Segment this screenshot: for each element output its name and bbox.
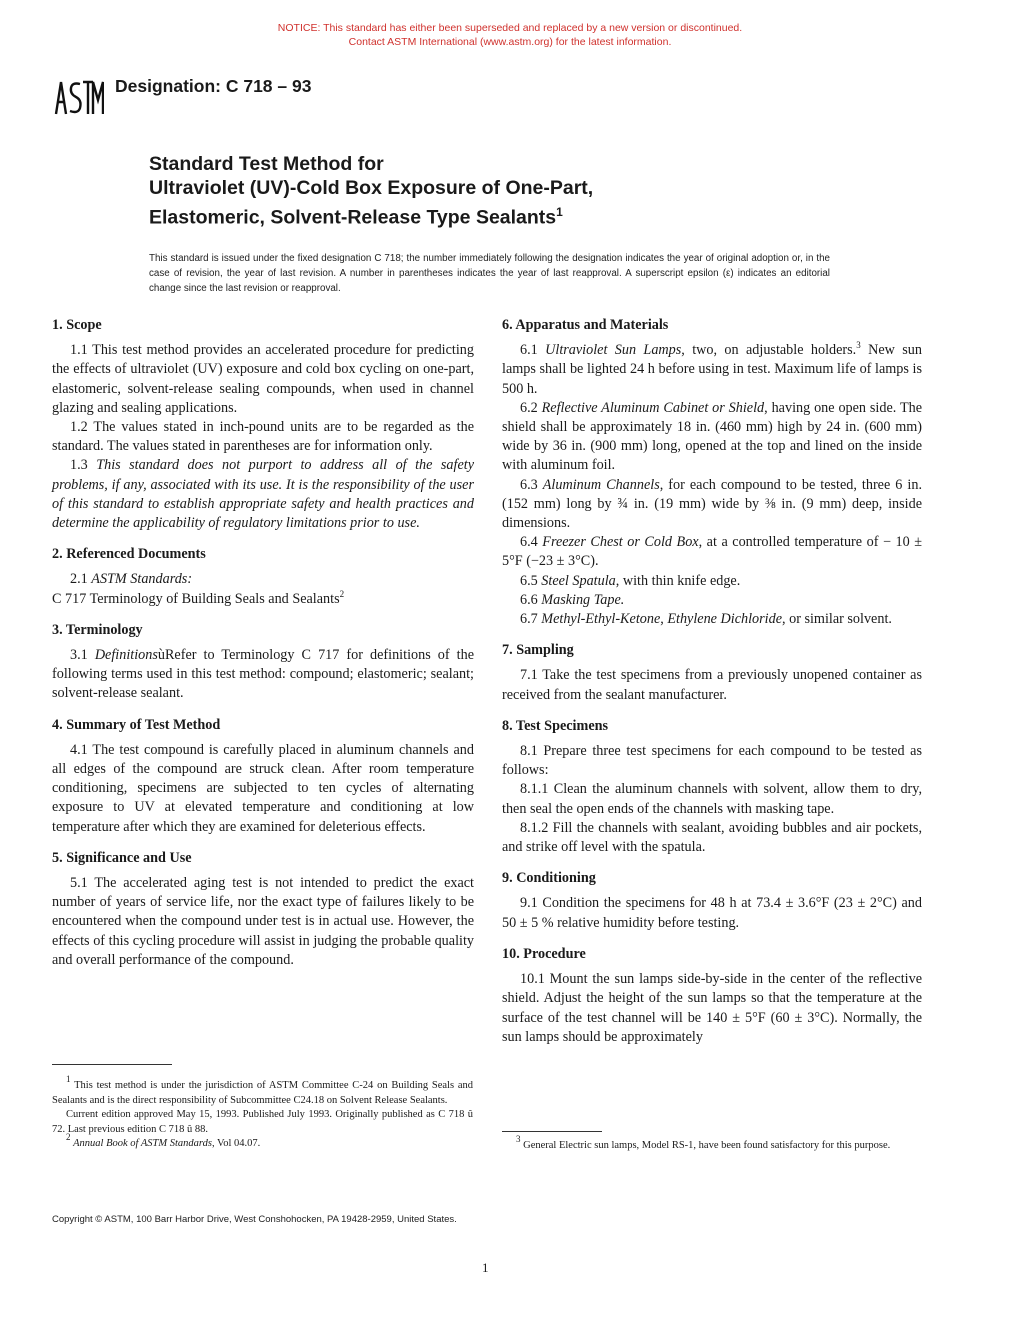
section-heading: 8. Test Specimens xyxy=(502,717,609,734)
page-number: 1 xyxy=(482,1260,489,1275)
paragraph: 8.1.1 Clean the aluminum channels with solvent, allow them to dry, then seal the open ends of the channels with masking tape. xyxy=(502,781,922,817)
issued-statement: This standard is issued under the fixed designation C 718; the number immediately following the designation indicates the year of original adoption or, in the case of revision, the year of last revision. A number in parentheses indicates the year of last reapproval. A superscript epsilon (ε) indicates an editorial change since the last revision or reapproval. xyxy=(149,253,830,294)
section-summary xyxy=(52,716,474,837)
astm-logo-icon xyxy=(52,76,104,118)
paragraph: 3.1 DefinitionsùRefer to Terminology C 717 for definitions of the following terms used in this test method: compound; elastomeric; sealant; solvent-release sealant. xyxy=(52,647,475,702)
section-heading: 7. Sampling xyxy=(502,642,574,659)
footnote-1: $^1$ This test method is under the jurisdiction of ASTM Committee C-24 on Building Seals and Sealants and is the direct responsibility of Subcommittee C24.18 on Solvent Release Sealants. xyxy=(52,1074,474,1106)
section-conditioning xyxy=(502,869,922,933)
title-line-1: Standard Test Method for xyxy=(149,153,384,175)
footnote-divider xyxy=(52,1064,172,1065)
paragraph: 10.1 Mount the sun lamps side-by-side in the center of the reflective shield. Adjust the height of the sun lamps so that the temperature at the surface of the test channel will be 140 ± 5°F (60 ± 3°C). Normally, the sun lamps should be approximately xyxy=(502,971,922,1045)
section-heading: 10. Procedure xyxy=(502,945,586,962)
notice-line-2: Contact ASTM International (www.astm.org) for the latest information. xyxy=(348,36,672,48)
section-significance xyxy=(52,849,474,970)
section-terminology xyxy=(52,621,474,704)
paragraph: 1.3 This standard does not purport to address all of the safety problems, if any, associated with its use. It is the responsibility of the user of this standard to establish appropriate safety and health practices and determine the applicability of regulatory limitations prior to use. xyxy=(52,457,474,532)
section-scope xyxy=(52,316,474,533)
paragraph: 1.1 This test method provides an accelerated procedure for predicting the effects of ultraviolet (UV) exposure and cold box cycling on one-part, elastomeric, solvent-release sealing compounds, when used in channel glazing and sealing applications. xyxy=(52,342,474,416)
document-title xyxy=(149,152,909,230)
section-heading: 4. Summary of Test Method xyxy=(52,716,221,733)
paragraph: 2.1 ASTM Standards: xyxy=(70,571,193,588)
paragraph: 6.7 Methyl-Ethyl-Ketone, Ethylene Dichloride, or similar solvent. xyxy=(520,611,892,628)
section-procedure xyxy=(502,945,922,1047)
footnote-divider xyxy=(502,1131,602,1132)
section-heading: 9. Conditioning xyxy=(502,870,596,887)
footnotes-right xyxy=(502,1134,922,1154)
copyright-line: Copyright © ASTM, 100 Barr Harbor Drive, West Conshohocken, PA 19428-2959, United States. xyxy=(52,1214,457,1225)
paragraph: 6.3 Aluminum Channels, for each compound to be tested, three 6 in. (152 mm) long by ¾ in. (19 mm) wide by ⅜ in. (9 mm) deep, inside dimensions. xyxy=(502,476,923,532)
paragraph: 5.1 The accelerated aging test is not intended to predict the exact number of years of service life, nor the exact type of failures likely to be encountered when the compound under test is in actual use. However, the effects of this cycling procedure will assist in judging the probable quality and overall performance of the compound. xyxy=(52,875,474,968)
section-test-specimens xyxy=(502,717,922,857)
paragraph: 4.1 The test compound is carefully placed in aluminum channels and all edges of the compound are struck clean. After room temperature conditioning, specimens are subjected to ten cycles of alternating exposure to UV at elevated temperature and conditioning at low temperature after which they are examined for deleterious effects. xyxy=(52,741,474,835)
footnote-3: $^3$ General Electric sun lamps, Model RS-1, have been found satisfactory for this purpose. xyxy=(516,1134,891,1151)
paragraph: 6.5 Steel Spatula, with thin knife edge. xyxy=(520,572,741,589)
left-column xyxy=(52,316,474,982)
section-heading: 3. Terminology xyxy=(52,621,143,638)
paragraph: 6.1 Ultraviolet Sun Lamps, two, on adjustable holders.$^3$ New sun lamps shall be lighted 24 h before using in test. Maximum life of lamps is 500 h. xyxy=(502,340,922,397)
notice-line-1: NOTICE: This standard has either been superseded and replaced by a new version or discontinued. xyxy=(277,22,743,34)
section-heading: 2. Referenced Documents xyxy=(52,546,206,563)
paragraph: 6.4 Freezer Chest or Cold Box, at a controlled temperature of − 10 ± 5°F (−23 ± 3°C). xyxy=(502,534,923,570)
paragraph: 6.2 Reflective Aluminum Cabinet or Shield, having one open side. The shield shall be approximately 18 in. (460 mm) high by 24 in. (600 mm) wide by 36 in. (900 mm) long, opened at the top and lined on the inside with aluminum foil. xyxy=(502,399,922,474)
section-heading: 5. Significance and Use xyxy=(52,849,192,866)
section-heading: 6. Apparatus and Materials xyxy=(502,317,669,333)
title-line-2: Ultraviolet (UV)-Cold Box Exposure of One-Part, xyxy=(149,177,594,199)
right-column xyxy=(502,316,922,1059)
paragraph: 9.1 Condition the specimens for 48 h at 73.4 ± 3.6°F (23 ± 2°C) and 50 ± 5 % relative humidity before testing. xyxy=(502,895,922,931)
footnote-1-edition: Current edition approved May 15, 1993. Published July 1993. Originally published as C 718 û 72. Last previous edition C 718 û 88. xyxy=(52,1109,473,1135)
footnotes-left xyxy=(52,1074,474,1152)
title-line-3: Elastomeric, Solvent-Release Type Sealants$^1$ xyxy=(149,205,563,229)
paragraph: 8.1.2 Fill the channels with sealant, avoiding bubbles and air pockets, and strike off level with the spatula. xyxy=(502,819,922,856)
paragraph: 8.1 Prepare three test specimens for each compound to be tested as follows: xyxy=(502,743,922,779)
section-apparatus xyxy=(502,316,922,629)
title-footnote-mark: 1 xyxy=(556,205,563,219)
footnote-2: $^2$ Annual Book of ASTM Standards, Vol 04.07. xyxy=(66,1132,261,1150)
designation: Designation: C 718 – 93 xyxy=(115,76,312,96)
section-referenced-documents xyxy=(52,545,474,609)
notice-banner xyxy=(0,21,1020,49)
paragraph: 7.1 Take the test specimens from a previously unopened container as received from the sealant manufacturer. xyxy=(502,667,922,703)
paragraph: 1.2 The values stated in inch-pound units are to be regarded as the standard. The values stated in parentheses are for information only. xyxy=(52,419,474,455)
section-heading: 1. Scope xyxy=(52,317,102,333)
paragraph: 6.6 Masking Tape. xyxy=(520,591,625,608)
section-sampling xyxy=(502,641,922,705)
reference-item: C 717 Terminology of Building Seals and Sealants$^2$ xyxy=(52,588,345,607)
